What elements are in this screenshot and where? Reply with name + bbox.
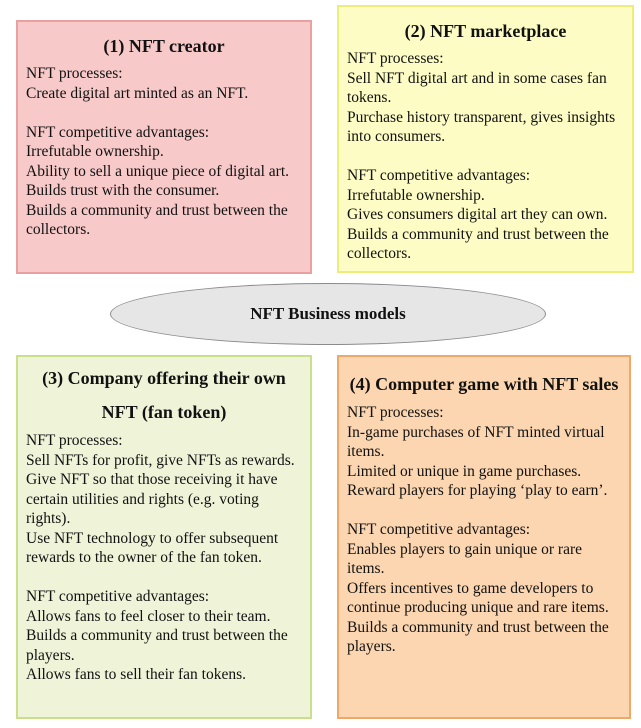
list-item: Builds a community and trust between the collectors. [347, 225, 609, 262]
list-item: Offers incentives to game developers to continue producing unique and rare items. [347, 579, 609, 616]
list-item: Allows fans to sell their fan tokens. [26, 666, 246, 683]
list-item: Ability to sell a unique piece of digital art. [26, 162, 290, 180]
list-item: Allows fans to feel closer to their team. [26, 607, 271, 625]
list-item: Builds a community and trust between the players. [26, 627, 288, 664]
section-heading: NFT processes: [347, 404, 444, 421]
list-item: Enables players to gain unique or rare items. [347, 540, 582, 577]
company-fan-token-box [16, 355, 312, 719]
list-item: Builds a community and trust between the collectors. [26, 201, 288, 238]
section-heading: NFT processes: [347, 50, 444, 67]
processes-section [347, 49, 624, 147]
section-heading: NFT processes: [26, 432, 123, 449]
list-item: Limited or unique in game purchases. [347, 462, 582, 480]
section-heading: NFT competitive advantages: [26, 588, 210, 605]
section-heading: NFT competitive advantages: [26, 123, 210, 141]
advantages-section [347, 166, 624, 264]
advantages-section [26, 587, 302, 685]
list-item: Sell NFTs for profit, give NFTs as rewards. [26, 451, 295, 469]
list-item: Purchase history transparent, gives insights into consumers. [347, 108, 616, 145]
computer-game-box [337, 355, 631, 719]
section-heading: NFT competitive advantages: [347, 167, 531, 184]
list-item: In-game purchases of NFT minted virtual items. [347, 423, 605, 460]
business-models-ellipse [110, 283, 546, 345]
box-title: (4) Computer game with NFT sales [349, 374, 619, 394]
nft-creator-box [16, 20, 312, 274]
list-item: Irrefutable ownership. [347, 186, 485, 204]
list-item: Create digital art minted as an NFT. [26, 84, 249, 102]
processes-section [26, 431, 302, 568]
list-item: Sell NFT digital art and in some cases fan tokens. [347, 69, 607, 106]
box-title: (1) NFT creator [103, 36, 225, 56]
list-item: Use NFT technology to offer subsequent rewards to the owner of the fan token. [26, 529, 279, 566]
advantages-section [26, 123, 302, 240]
processes-section [347, 403, 621, 501]
list-item: Gives consumers digital art they can own. [347, 206, 608, 223]
section-heading: NFT processes: [26, 65, 123, 82]
center-label: NFT Business models [250, 304, 406, 323]
processes-section [26, 64, 302, 103]
box-title: (3) Company offering their own NFT (fan token) [42, 368, 286, 422]
box-title: (2) NFT marketplace [404, 21, 567, 41]
list-item: Builds a community and trust between the players. [347, 618, 609, 655]
list-item: Give NFT so that those receiving it have certain utilities and rights (e.g. voting rights). [26, 471, 278, 527]
section-heading: NFT competitive advantages: [347, 521, 531, 538]
nft-marketplace-box [337, 5, 634, 273]
advantages-section [347, 520, 621, 657]
list-item: Builds trust with the consumer. [26, 182, 220, 199]
list-item: Irrefutable ownership. [26, 143, 164, 160]
list-item: Reward players for playing ‘play to earn’. [347, 482, 608, 499]
